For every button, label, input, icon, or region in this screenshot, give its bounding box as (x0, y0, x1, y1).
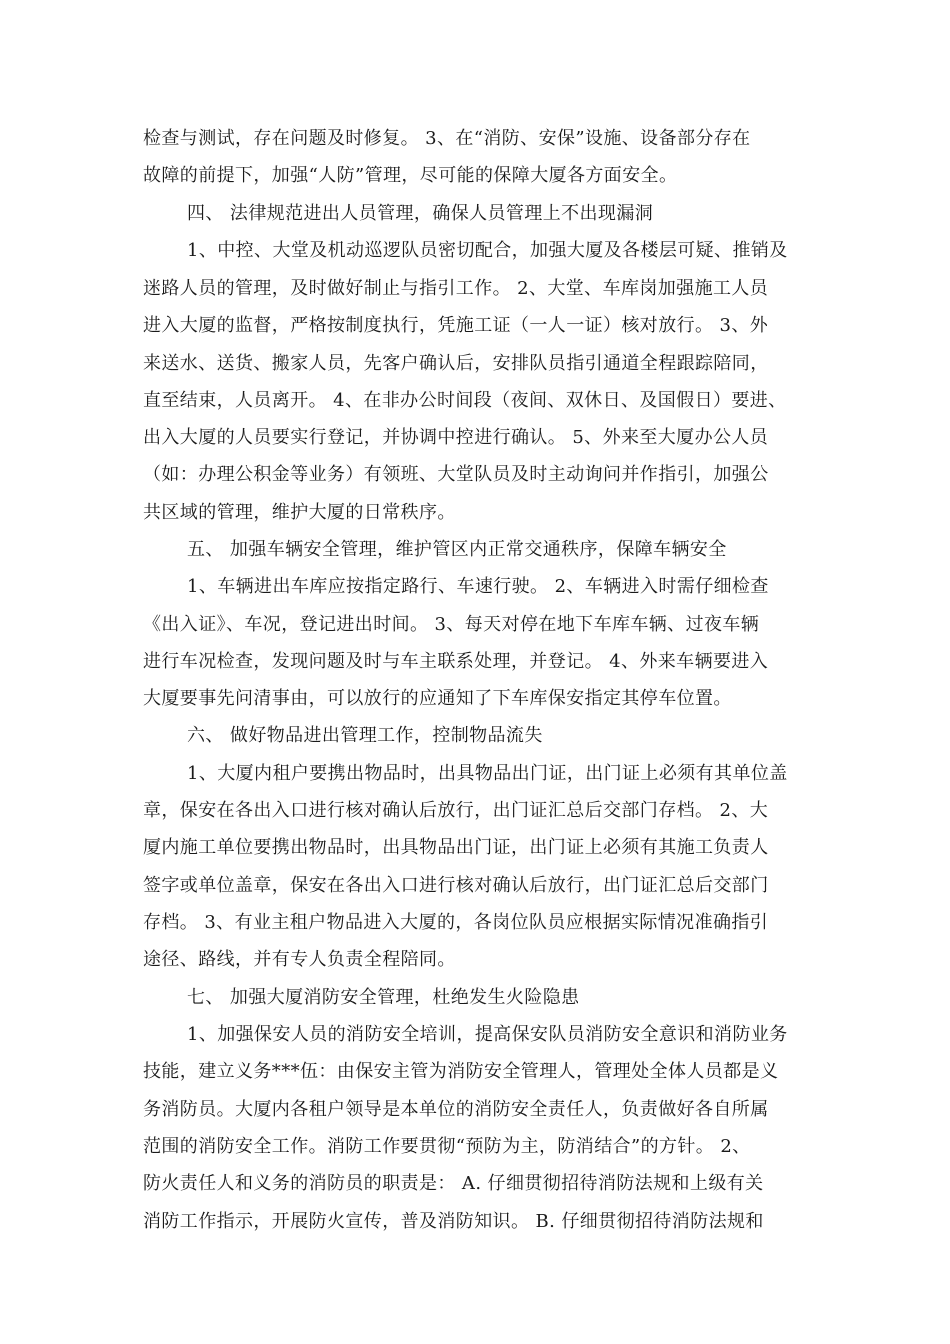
section-heading-4: 四、 法律规范进出人员管理，确保人员管理上不出现漏洞 (187, 203, 654, 224)
text-line: 章，保安在各出入口进行核对确认后放行，出门证汇总后交部门存档。 2、大 (143, 800, 769, 821)
text-line: 1、车辆进出车库应按指定路行、车速行驶。 2、车辆进入时需仔细检查 (187, 576, 769, 597)
text-line: 来送水、送货、搬家人员，先客户确认后，安排队员指引通道全程跟踪陪同， (143, 353, 769, 374)
text-line: 存档。 3、有业主租户物品进入大厦的，各岗位队员应根据实际情况准确指引 (143, 912, 769, 933)
text-line: 技能，建立义务***伍：由保安主管为消防安全管理人，管理处全体人员都是义 (143, 1061, 779, 1082)
text-line: 务消防员。大厦内各租户领导是本单位的消防安全责任人，负责做好各自所属 (143, 1099, 769, 1120)
text-line: 出入大厦的人员要实行登记，并协调中控进行确认。 5、外来至大厦办公人员 (143, 427, 769, 448)
text-line: 途径、路线，并有专人负责全程陪同。 (143, 949, 456, 970)
text-line: 1、大厦内租户要携出物品时，出具物品出门证，出门证上必须有其单位盖 (187, 763, 788, 784)
text-line: 大厦要事先问清事由，可以放行的应通知了下车库保安指定其停车位置。 (143, 688, 732, 709)
text-line: 直至结束，人员离开。 4、在非办公时间段（夜间、双休日、及国假日）要进、 (143, 390, 787, 411)
section-heading-5: 五、 加强车辆安全管理，维护管区内正常交通秩序，保障车辆安全 (187, 539, 727, 560)
text-line: 1、中控、大堂及机动巡逻队员密切配合，加强大厦及各楼层可疑、推销及 (187, 240, 788, 261)
text-line: 迷路人员的管理，及时做好制止与指引工作。 2、大堂、车库岗加强施工人员 (143, 278, 769, 299)
text-line: 故障的前提下，加强“人防”管理，尽可能的保障大厦各方面安全。 (143, 165, 678, 186)
text-line: 消防工作指示，开展防火宣传，普及消防知识。 B. 仔细贯彻招待消防法规和 (143, 1211, 764, 1232)
text-line: 《出入证》、车况，登记进出时间。 3、每天对停在地下车库车辆、过夜车辆 (143, 614, 760, 635)
text-line: 进行车况检查，发现问题及时与车主联系处理，并登记。 4、外来车辆要进入 (143, 651, 769, 672)
text-line: 共区域的管理，维护大厦的日常秩序。 (143, 502, 456, 523)
text-line: 检查与测试，存在问题及时修复。 3、在“消防、安保”设施、设备部分存在 (143, 128, 751, 149)
text-line: 范围的消防安全工作。消防工作要贯彻“预防为主，防消结合”的方针。 2、 (143, 1136, 751, 1157)
text-line: 进入大厦的监督，严格按制度执行，凭施工证（一人一证）核对放行。 3、外 (143, 315, 769, 336)
text-line: 防火责任人和义务的消防员的职责是： A. 仔细贯彻招待消防法规和上级有关 (143, 1173, 764, 1194)
text-line: 签字或单位盖章，保安在各出入口进行核对确认后放行，出门证汇总后交部门 (143, 875, 769, 896)
section-heading-7: 七、 加强大厦消防安全管理，杜绝发生火险隐患 (187, 987, 580, 1008)
section-heading-6: 六、 做好物品进出管理工作，控制物品流失 (187, 725, 543, 746)
text-line: 1、加强保安人员的消防安全培训，提高保安队员消防安全意识和消防业务 (187, 1024, 788, 1045)
text-line: （如：办理公积金等业务）有领班、大堂队员及时主动询问并作指引，加强公 (143, 464, 769, 485)
text-line: 厦内施工单位要携出物品时，出具物品出门证，出门证上必须有其施工负责人 (143, 837, 769, 858)
